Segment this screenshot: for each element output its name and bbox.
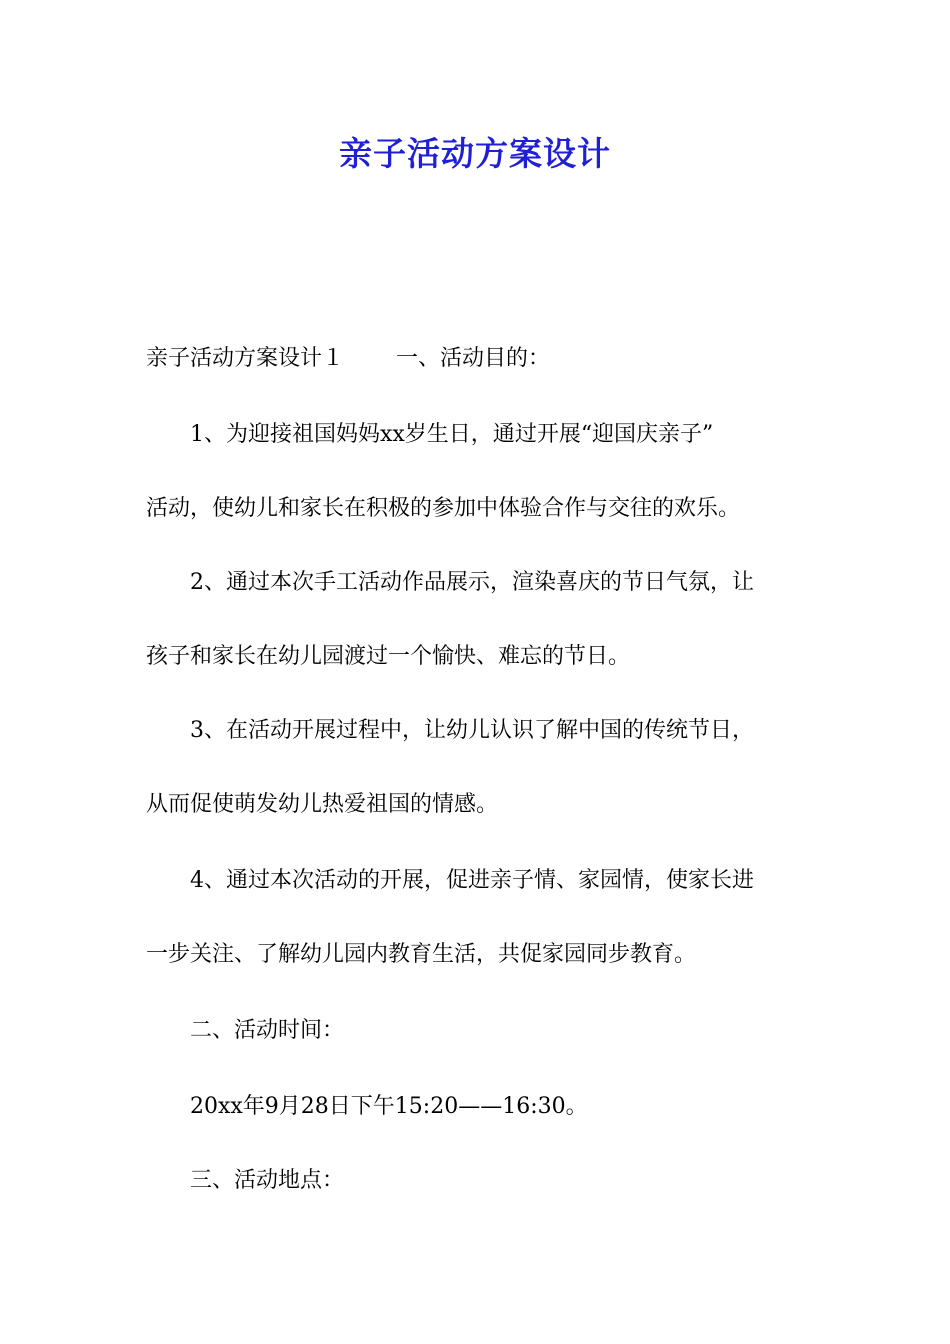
paragraph-line: 活动，使幼儿和家长在积极的参加中体验合作与交往的欢乐。 [146,496,741,521]
activity-time: 20xx年9月28日下午15:20——16:30。 [190,1094,588,1119]
paragraph-line: 2、通过本次手工活动作品展示，渲染喜庆的节日气氛，让 [190,570,754,595]
plan-name: 亲子活动方案设计１ [146,346,345,371]
section-three-heading: 三、活动地点： [190,1168,345,1193]
section-one-heading: 一、活动目的： [396,346,551,371]
paragraph-line: 从而促使萌发幼儿热爱祖国的情感。 [146,792,499,817]
section-heading-line [146,344,826,374]
paragraph-line: 孩子和家长在幼儿园渡过一个愉快、难忘的节日。 [146,644,631,669]
paragraph-line: 一步关注、了解幼儿园内教育生活，共促家园同步教育。 [146,942,697,967]
paragraph-line: 1、为迎接祖国妈妈xx岁生日，通过开展“迎国庆亲子” [190,422,714,447]
document-title: 亲子活动方案设计 [339,134,611,173]
paragraph-line: 4、通过本次活动的开展，促进亲子情、家园情，使家长进 [190,868,754,893]
paragraph-line: 3、在活动开展过程中，让幼儿认识了解中国的传统节日， [190,718,754,743]
section-two-heading: 二、活动时间： [190,1018,345,1043]
